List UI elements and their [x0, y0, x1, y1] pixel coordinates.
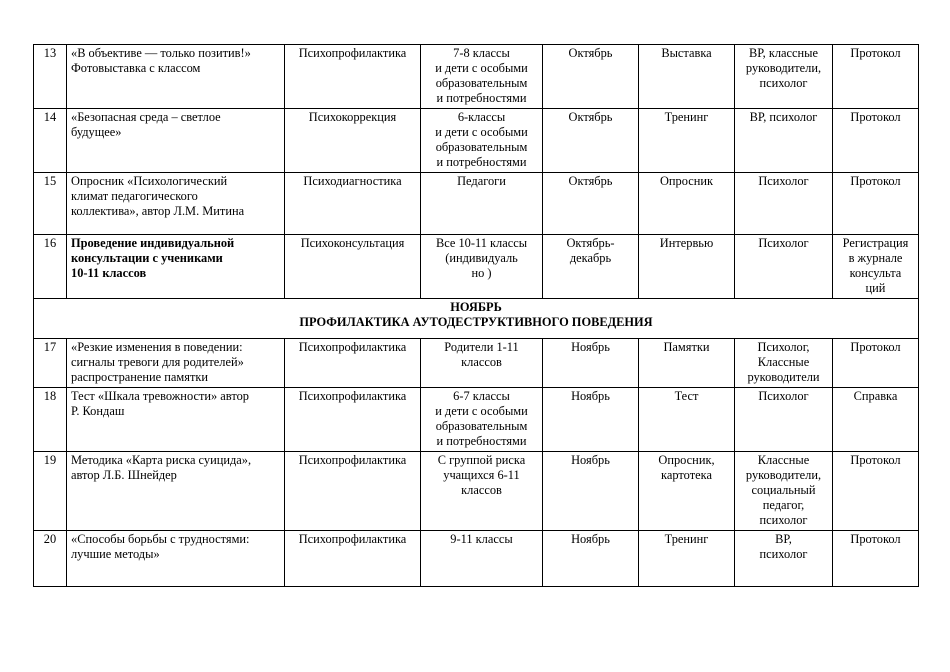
form: Интервью — [639, 235, 735, 299]
table-row — [34, 45, 919, 109]
activity-name: «Резкие изменения в поведении: сигналы тревоги для родителей» распространение памятки — [67, 339, 285, 388]
timing: Ноябрь — [543, 531, 639, 587]
responsible: Психолог, Классные руководители — [735, 339, 833, 388]
result: Протокол — [833, 45, 919, 109]
table-row — [34, 235, 919, 299]
result: Справка — [833, 388, 919, 452]
responsible: ВР, классные руководители, психолог — [735, 45, 833, 109]
form: Тест — [639, 388, 735, 452]
participants: 6-классы и дети с особыми образовательным и потребностями — [421, 109, 543, 173]
activity-direction: Психодиагностика — [285, 173, 421, 235]
timing: Ноябрь — [543, 388, 639, 452]
participants: Родители 1-11 классов — [421, 339, 543, 388]
row-number: 13 — [34, 45, 67, 109]
activity-direction: Психопрофилактика — [285, 531, 421, 587]
form: Опросник — [639, 173, 735, 235]
table-row — [34, 173, 919, 235]
month-section-header — [34, 299, 919, 339]
form: Тренинг — [639, 109, 735, 173]
row-number: 14 — [34, 109, 67, 173]
activity-name: Проведение индивидуальной консультации с учениками 10-11 классов — [67, 235, 285, 299]
table-row — [34, 109, 919, 173]
row-number: 17 — [34, 339, 67, 388]
table-row — [34, 388, 919, 452]
activity-name: «Безопасная среда – светлое будущее» — [67, 109, 285, 173]
result: Протокол — [833, 531, 919, 587]
activity-name: Опросник «Психологический климат педагогического коллектива», автор Л.М. Митина — [67, 173, 285, 235]
row-number: 18 — [34, 388, 67, 452]
participants: Педагоги — [421, 173, 543, 235]
participants: 6-7 классы и дети с особыми образовательным и потребностями — [421, 388, 543, 452]
activities-table — [33, 44, 919, 587]
activity-direction: Психопрофилактика — [285, 45, 421, 109]
participants: С группой риска учащихся 6-11 классов — [421, 452, 543, 531]
timing: Октябрь — [543, 109, 639, 173]
responsible: Психолог — [735, 173, 833, 235]
table-body-october — [34, 45, 919, 587]
activity-direction: Психокоррекция — [285, 109, 421, 173]
responsible: Классные руководители, социальный педагог, психолог — [735, 452, 833, 531]
timing: Ноябрь — [543, 339, 639, 388]
responsible: ВР, психолог — [735, 109, 833, 173]
activity-name: Тест «Шкала тревожности» автор Р. Кондаш — [67, 388, 285, 452]
participants: 7-8 классы и дети с особыми образовательным и потребностями — [421, 45, 543, 109]
activity-name: Методика «Карта риска суицида», автор Л.Б. Шнейдер — [67, 452, 285, 531]
timing: Ноябрь — [543, 452, 639, 531]
participants: Все 10-11 классы (индивидуаль но ) — [421, 235, 543, 299]
activity-direction: Психоконсультация — [285, 235, 421, 299]
timing: Октябрь — [543, 173, 639, 235]
table-row — [34, 452, 919, 531]
month-heading — [34, 299, 919, 339]
activity-direction: Психопрофилактика — [285, 452, 421, 531]
month-title: НОЯБРЬ — [450, 300, 502, 314]
row-number: 20 — [34, 531, 67, 587]
participants: 9-11 классы — [421, 531, 543, 587]
result: Протокол — [833, 339, 919, 388]
result: Протокол — [833, 173, 919, 235]
table-row — [34, 339, 919, 388]
form: Тренинг — [639, 531, 735, 587]
timing: Октябрь- декабрь — [543, 235, 639, 299]
result: Регистрация в журнале консульта ций — [833, 235, 919, 299]
row-number: 19 — [34, 452, 67, 531]
form: Опросник, картотека — [639, 452, 735, 531]
activity-direction: Психопрофилактика — [285, 388, 421, 452]
result: Протокол — [833, 452, 919, 531]
timing: Октябрь — [543, 45, 639, 109]
activity-name: «Способы борьбы с трудностями: лучшие методы» — [67, 531, 285, 587]
form: Выставка — [639, 45, 735, 109]
month-subtitle: ПРОФИЛАКТИКА АУТОДЕСТРУКТИВНОГО ПОВЕДЕНИЯ — [299, 315, 653, 329]
row-number: 15 — [34, 173, 67, 235]
result: Протокол — [833, 109, 919, 173]
responsible: Психолог — [735, 235, 833, 299]
form: Памятки — [639, 339, 735, 388]
activity-name: «В объективе — только позитив!» Фотовыставка с классом — [67, 45, 285, 109]
responsible: ВР, психолог — [735, 531, 833, 587]
table-row — [34, 531, 919, 587]
row-number: 16 — [34, 235, 67, 299]
responsible: Психолог — [735, 388, 833, 452]
activity-direction: Психопрофилактика — [285, 339, 421, 388]
